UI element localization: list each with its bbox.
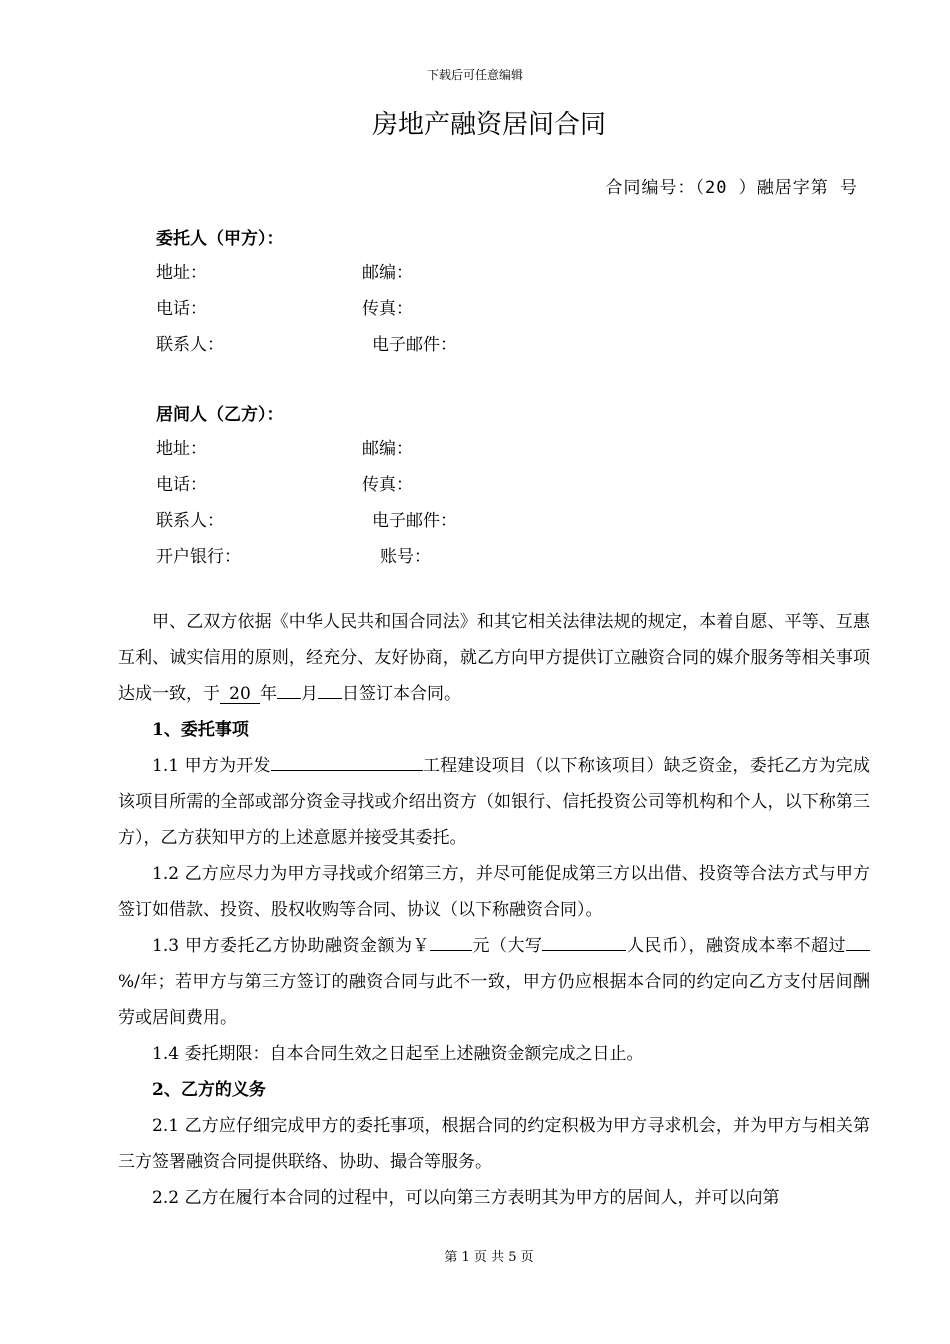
preamble-paragraph: 甲、乙双方依据《中华人民共和国合同法》和其它相关法律法规的规定，本着自愿、平等、互惠互利、诚实信用的原则，经充分、友好协商，就乙方向甲方提供订立融资合同的媒介服务等相关事项达成一致，于 20 年 月 日签订本合同。: [118, 612, 870, 704]
clause-2-2: 2.2 乙方在履行本合同的过程中，可以向第三方表明其为甲方的居间人，并可以向第: [152, 1188, 780, 1208]
party-b-address-label: 地址：: [156, 439, 207, 459]
party-b-email-label: 电子邮件：: [372, 511, 457, 531]
clause-1-3: 1.3 甲方委托乙方协助融资金额为￥ 元（大写 人民币），融资成本率不超过%/年；若甲方与第三方签订的融资合同与此不一致，甲方仍应根据本合同的约定向乙方支付居间酬劳或居间费用。: [118, 936, 870, 1028]
project-name-blank: [271, 770, 423, 771]
contract-number: 合同编号：（20 ）融居字第 号: [605, 178, 858, 198]
party-b-bank-label: 开户银行：: [156, 547, 241, 567]
party-b-heading: 居间人（乙方）：: [156, 405, 284, 425]
clause-1-4: 1.4 委托期限：自本合同生效之日起至上述融资金额完成之日止。: [152, 1044, 644, 1064]
party-a-fax-label: 传真：: [362, 299, 413, 319]
party-b-postcode-label: 邮编：: [362, 439, 413, 459]
party-a-phone-label: 电话：: [156, 299, 207, 319]
party-a-postcode-label: 邮编：: [362, 263, 413, 283]
contract-body: [118, 604, 870, 1216]
section-2-heading: 2、乙方的义务: [152, 1080, 266, 1100]
page-footer: 第 1 页 共 5 页: [444, 1250, 534, 1265]
party-b-account-label: 账号：: [380, 547, 431, 567]
rate-blank: [846, 950, 870, 951]
party-a-email-label: 电子邮件：: [372, 335, 457, 355]
party-a-address-label: 地址：: [156, 263, 207, 283]
amount-words-blank: [542, 950, 626, 951]
amount-blank: [430, 950, 472, 951]
section-1-heading: 1、委托事项: [152, 720, 249, 740]
clause-1-2: 1.2 乙方应尽力为甲方寻找或介绍第三方，并尽可能促成第三方以出借、投资等合法方式与甲方签订如借款、投资、股权收购等合同、协议（以下称融资合同）。: [118, 864, 870, 920]
party-b-phone-label: 电话：: [156, 475, 207, 495]
party-a-heading: 委托人（甲方）：: [156, 229, 284, 249]
clause-1-1: 1.1 甲方为开发 工程建设项目（以下称该项目）缺乏资金，委托乙方为完成该项目所需的全部或部分资金寻找或介绍出资方（如银行、信托投资公司等机构和个人，以下称第三方），乙方获知甲方的上述意愿并接受其委托。: [118, 756, 870, 848]
clause-2-1: 2.1 乙方应仔细完成甲方的委托事项，根据合同的约定积极为甲方寻求机会，并为甲方与相关第三方签署融资合同提供联络、协助、撮合等服务。: [118, 1116, 870, 1172]
day-blank: [318, 698, 342, 699]
month-blank: [277, 698, 301, 699]
document-title: 房地产融资居间合同: [371, 110, 606, 140]
party-b-contact-label: 联系人：: [156, 511, 224, 531]
party-b-fax-label: 传真：: [362, 475, 413, 495]
party-a-contact-label: 联系人：: [156, 335, 224, 355]
header-note: 下载后可任意编辑: [426, 68, 523, 82]
year-blank: 20: [220, 685, 260, 704]
